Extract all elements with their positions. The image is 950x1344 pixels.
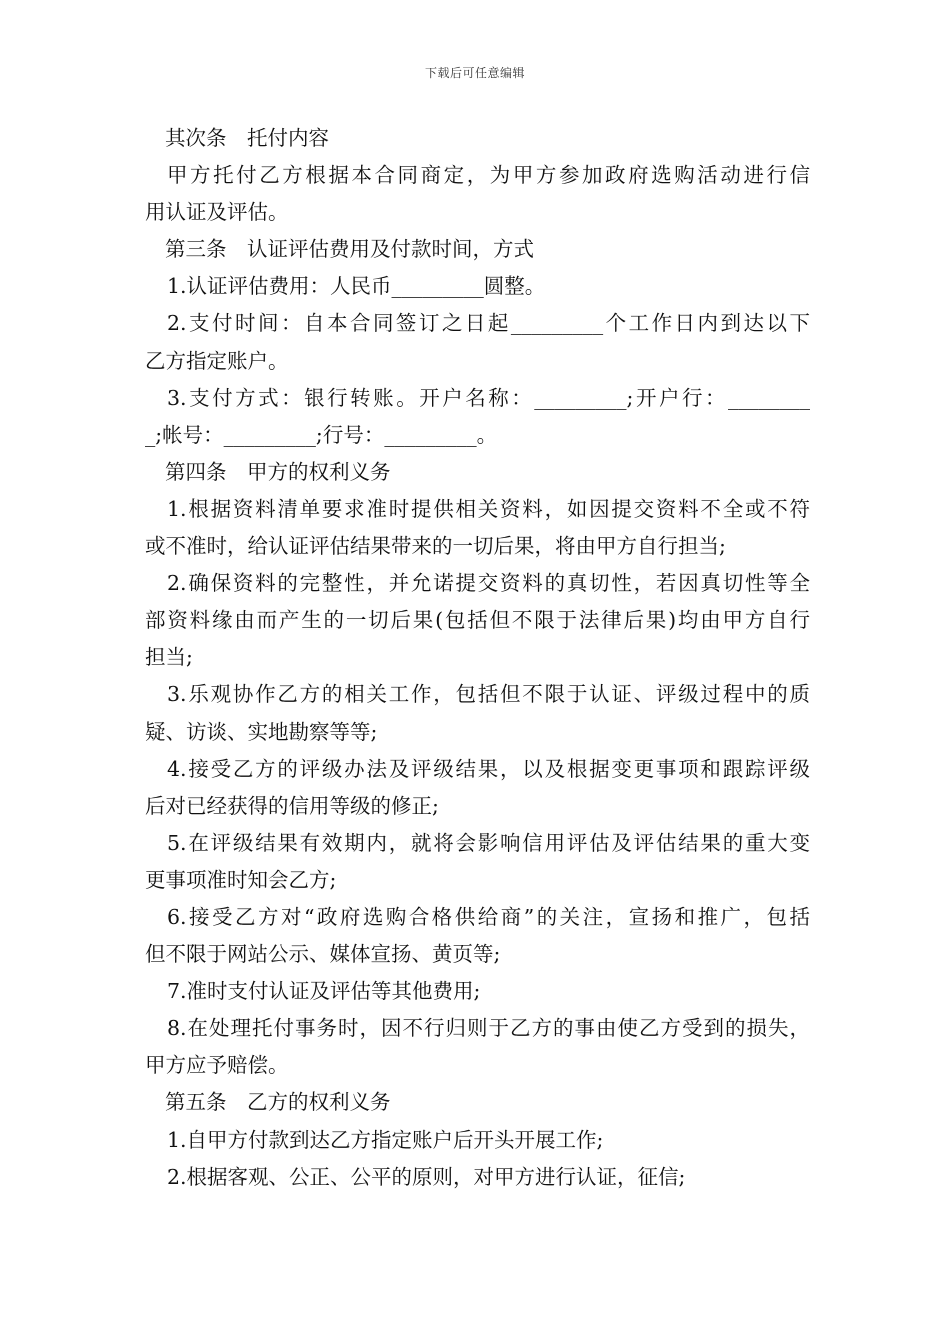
- section-heading: 第三条 认证评估费用及付款时间，方式: [165, 237, 534, 262]
- paragraph-line: 2.确保资料的完整性，并允诺提交资料的真切性，若因真切性等全: [167, 571, 810, 596]
- paragraph-line: 2.根据客观、公正、公平的原则，对甲方进行认证，征信;: [167, 1164, 686, 1189]
- paragraph-line: 1.自甲方付款到达乙方指定账户后开头开展工作;: [167, 1127, 604, 1152]
- paragraph-continuation-line: 或不准时，给认证评估结果带来的一切后果，将由甲方自行担当;: [145, 534, 726, 559]
- paragraph-continuation-line: 用认证及评估。: [145, 200, 289, 225]
- paragraph-line: 5.在评级结果有效期内，就将会影响信用评估及评估结果的重大变: [167, 830, 810, 855]
- paragraph-continuation-line: 部资料缘由而产生的一切后果(包括但不限于法律后果)均由甲方自行: [145, 608, 810, 633]
- paragraph-continuation-line: 疑、访谈、实地勘察等等;: [145, 719, 378, 744]
- paragraph-continuation-line: 更事项准时知会乙方;: [145, 867, 337, 892]
- section-heading: 第五条 乙方的权利义务: [165, 1090, 391, 1115]
- page-header-note: 下载后可任意编辑: [424, 66, 525, 80]
- paragraph-line: 6.接受乙方对“政府选购合格供给商”的关注，宣扬和推广，包括: [167, 904, 810, 929]
- paragraph-continuation-line: 甲方应予赔偿。: [145, 1053, 289, 1078]
- paragraph-line: 7.准时支付认证及评估等其他费用;: [167, 979, 481, 1004]
- section-heading: 第四条 甲方的权利义务: [165, 459, 391, 484]
- paragraph-continuation-line: 但不限于网站公示、媒体宣扬、黄页等;: [145, 942, 501, 967]
- paragraph-line: 1.认证评估费用：人民币_________圆整。: [167, 274, 546, 299]
- section-heading: 其次条 托付内容: [165, 126, 329, 150]
- paragraph-line: 3.乐观协作乙方的相关工作，包括但不限于认证、评级过程中的质: [167, 682, 810, 707]
- paragraph-line: 8.在处理托付事务时，因不行归则于乙方的事由使乙方受到的损失，: [167, 1016, 810, 1041]
- paragraph-line: 甲方托付乙方根据本合同商定，为甲方参加政府选购活动进行信: [167, 163, 810, 188]
- paragraph-continuation-line: _;帐号：_________;行号：_________。: [145, 422, 498, 447]
- paragraph-line: 3.支付方式：银行转账。开户名称：_________;开户行：________: [167, 385, 810, 410]
- paragraph-continuation-line: 后对已经获得的信用等级的修正;: [145, 793, 439, 818]
- paragraph-line: 4.接受乙方的评级办法及评级结果，以及根据变更事项和跟踪评级: [167, 756, 810, 781]
- paragraph-line: 2.支付时间：自本合同签订之日起_________个工作日内到达以下: [167, 311, 810, 336]
- paragraph-continuation-line: 乙方指定账户。: [145, 348, 289, 373]
- paragraph-line: 1.根据资料清单要求准时提供相关资料，如因提交资料不全或不符: [167, 496, 810, 521]
- paragraph-continuation-line: 担当;: [145, 645, 193, 670]
- document-body: [145, 120, 810, 1196]
